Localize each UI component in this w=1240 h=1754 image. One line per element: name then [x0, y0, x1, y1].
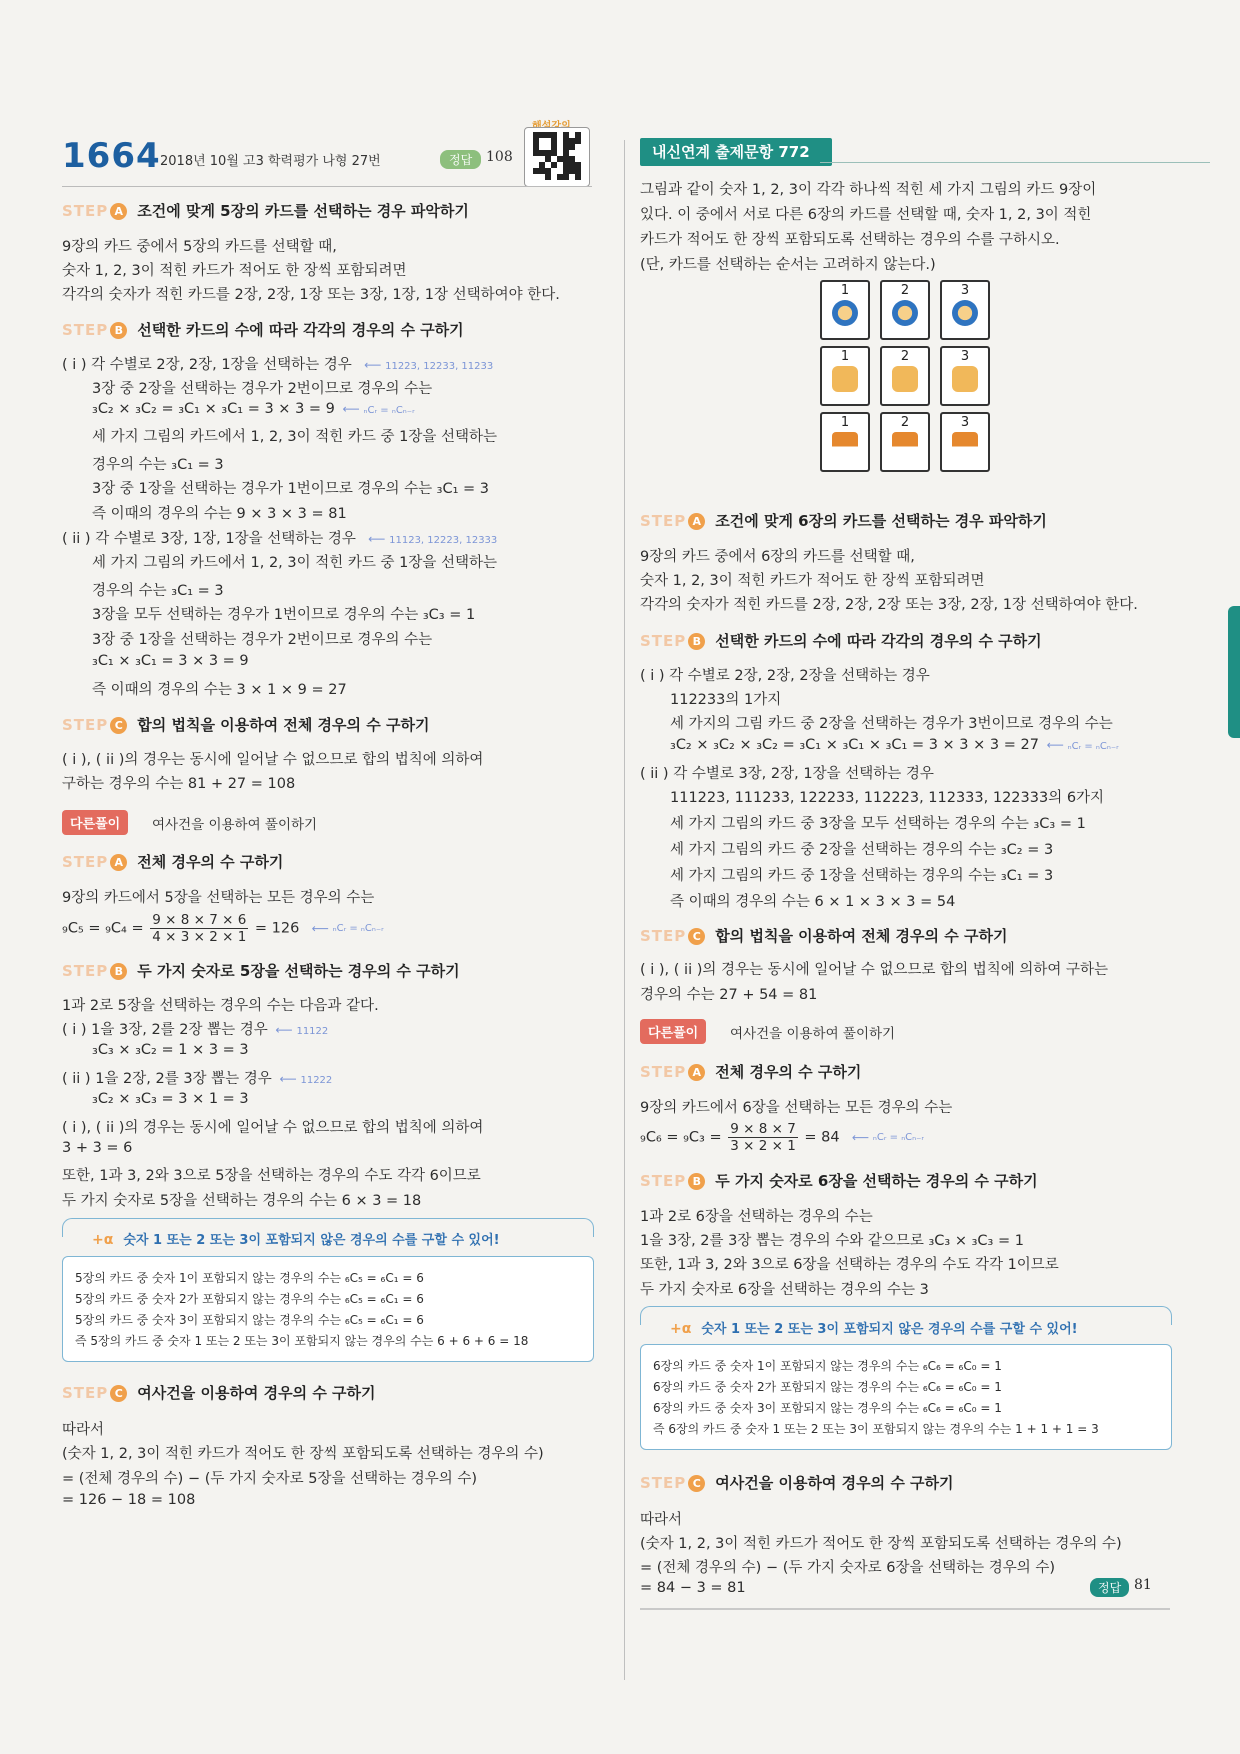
case-ii-line: 3장 중 1장을 선택하는 경우가 2번이므로 경우의 수는: [92, 632, 433, 648]
tiger-card-1: 1: [820, 346, 870, 406]
alt-step-b-line: ₃C₃ × ₃C₂ = 1 × 3 = 3: [92, 1042, 249, 1058]
title-rule: [820, 162, 1210, 163]
alt-step-c-line: (숫자 1, 2, 3이 적힌 카드가 적어도 한 장씩 포함되도록 선택하는 경우의 수): [62, 1446, 544, 1462]
tiger-icon: [832, 366, 858, 392]
problem-line: (단, 카드를 선택하는 순서는 고려하지 않는다.): [640, 257, 936, 273]
case-ii-line: 3장을 모두 선택하는 경우가 1번이므로 경우의 수는 ₃C₃ = 1: [92, 607, 476, 623]
case-line: 즉 이때의 경우의 수는 6 × 1 × 3 × 3 = 54: [670, 894, 956, 910]
case-line: 세 가지 그림의 카드 중 1장을 선택하는 경우의 수는 ₃C₁ = 3: [670, 868, 1054, 884]
alt-step-a-line: 9장의 카드에서 6장을 선택하는 모든 경우의 수는: [640, 1100, 953, 1116]
alt-step-b-line: ( i ), ( ii )의 경우는 동시에 일어날 수 없으므로 합의 법칙에 의하여: [62, 1120, 484, 1136]
alt-step-c-line: 따라서: [640, 1512, 683, 1528]
tiger-card-3: 3: [940, 346, 990, 406]
step-b-heading: STEP B 선택한 카드의 수에 따라 각각의 경우의 수 구하기: [62, 321, 464, 339]
lion-icon: [952, 300, 978, 326]
step-a-line: 각각의 숫자가 적힌 카드를 2장, 2장, 1장 또는 3장, 1장, 1장 선택하여야 한다.: [62, 287, 560, 303]
step-a-heading: STEP A 조건에 맞게 5장의 카드를 선택하는 경우 파악하기: [62, 202, 469, 220]
alt-step-b-line: 1과 2로 6장을 선택하는 경우의 수는: [640, 1209, 873, 1225]
step-a-line: 9장의 카드 중에서 6장의 카드를 선택할 때,: [640, 549, 915, 565]
step-c-heading: STEP C 합의 법칙을 이용하여 전체 경우의 수 구하기: [640, 927, 1008, 945]
alt-step-b-line: ₃C₂ × ₃C₃ = 3 × 1 = 3: [92, 1091, 249, 1107]
footer-rule: [640, 1608, 1170, 1610]
alt-step-c-heading: STEP C 여사건을 이용하여 경우의 수 구하기: [640, 1474, 954, 1492]
alt-step-b-line: ( i ) 1을 3장, 2를 2장 뽑는 경우 ⟵ 11122: [62, 1022, 329, 1038]
answer-value: 108: [486, 149, 513, 165]
case-i-note: 11223, 12233, 11233: [385, 361, 494, 372]
case-line: 112233의 1가지: [670, 692, 782, 708]
case-i-line: 3장 중 2장을 선택하는 경우가 2번이므로 경우의 수는: [92, 381, 433, 397]
fox-card-2: 2: [880, 412, 930, 472]
problem-line: 카드가 적어도 한 장씩 포함되도록 선택하는 경우의 수를 구하시오.: [640, 232, 1060, 248]
case-ii-line: 경우의 수는 ₃C₁ = 3: [92, 583, 224, 599]
answer-value: 81: [1134, 1577, 1152, 1593]
alt-step-a-formula: ₉C₆ = ₉C₃ = $\frac{9 \times 8 \times 7}{3 \times 2 \times 1}$ = 84 ⟵ ₙCᵣ = ₙCₙ₋ᵣ: [640, 1121, 925, 1154]
step-c-heading: STEP C 합의 법칙을 이용하여 전체 경우의 수 구하기: [62, 716, 430, 734]
card-figure: [820, 280, 990, 470]
alt-step-a-heading: STEP A 전체 경우의 수 구하기: [62, 853, 284, 871]
alt-step-a-formula: ₉C₅ = ₉C₄ = $\frac{9 \times 8 \times 7 \times 6}{4 \times 3 \times 2 \times 1}$ = 126 ⟵ ₙCᵣ = ₙCₙ₋ᵣ: [62, 912, 384, 945]
case-i-line: 세 가지 그림의 카드에서 1, 2, 3이 적힌 카드 중 1장을 선택하는: [92, 429, 497, 445]
alt-step-b-line: 1과 2로 5장을 선택하는 경우의 수는 다음과 같다.: [62, 998, 379, 1014]
alt-solution-label: 여사건을 이용하여 풀이하기: [152, 817, 318, 833]
alt-step-b-heading: STEP B 두 가지 숫자로 6장을 선택하는 경우의 수 구하기: [640, 1172, 1038, 1190]
fox-icon: [952, 432, 978, 458]
case-i-line: 3장 중 1장을 선택하는 경우가 1번이므로 경우의 수는 ₃C₁ = 3: [92, 481, 490, 497]
plus-alpha-box: 5장의 카드 중 숫자 1이 포함되지 않는 경우의 수는 ₆C₅ = ₆C₁ = 6 5장의 카드 중 숫자 2가 포함되지 않는 경우의 수는 ₆C₅ = ₆C₁ = 6 5장의 카드 중 숫자 3이 포함되지 않는 경우의 수는 ₆C₅ = ₆C₁ = 6 즉 5장의 카드 중 숫자 1 또는 2 또는 3이 포함되지 않는 경우의 수는 6 + 6 + 6 = 18: [62, 1256, 594, 1362]
step-a-line: 숫자 1, 2, 3이 적힌 카드가 적어도 한 장씩 포함되려면: [62, 263, 407, 279]
alt-step-c-line: = (전체 경우의 수) − (두 가지 숫자로 5장을 선택하는 경우의 수): [62, 1471, 478, 1487]
alt-step-a-line: 9장의 카드에서 5장을 선택하는 모든 경우의 수는: [62, 890, 375, 906]
case-line: ₃C₂ × ₃C₂ × ₃C₂ = ₃C₁ × ₃C₁ × ₃C₁ = 3 × 3 × 3 = 27 ⟵ ₙCᵣ = ₙCₙ₋ᵣ: [670, 737, 1119, 753]
problem-source: 2018년 10월 고3 학력평가 나형 27번: [160, 154, 381, 169]
tiger-card-2: 2: [880, 346, 930, 406]
case-line: 세 가지 그림의 카드 중 3장을 모두 선택하는 경우의 수는 ₃C₃ = 1: [670, 816, 1086, 832]
alt-step-b-line: 두 가지 숫자로 5장을 선택하는 경우의 수는 6 × 3 = 18: [62, 1193, 422, 1209]
case-i-line: ₃C₂ × ₃C₂ = ₃C₁ × ₃C₁ = 3 × 3 = 9 ⟵ ₙCᵣ = ₙCₙ₋ᵣ: [92, 401, 415, 417]
alt-step-c-line: = 126 − 18 = 108: [62, 1492, 196, 1508]
plus-alpha-box: 6장의 카드 중 숫자 1이 포함되지 않는 경우의 수는 ₆C₆ = ₆C₀ = 1 6장의 카드 중 숫자 2가 포함되지 않는 경우의 수는 ₆C₆ = ₆C₀ = 1 6장의 카드 중 숫자 3이 포함되지 않는 경우의 수는 ₆C₆ = ₆C₀ = 1 즉 6장의 카드 중 숫자 1 또는 2 또는 3이 포함되지 않는 경우의 수는 1 + 1 + 1 = 3: [640, 1344, 1172, 1450]
case-i-line: 즉 이때의 경우의 수는 9 × 3 × 3 = 81: [92, 506, 347, 522]
step-a-line: 9장의 카드 중에서 5장의 카드를 선택할 때,: [62, 239, 337, 255]
alt-solution-label: 여사건을 이용하여 풀이하기: [730, 1026, 896, 1042]
step-a-heading: STEP A 조건에 맞게 6장의 카드를 선택하는 경우 파악하기: [640, 512, 1047, 530]
fox-icon: [832, 432, 858, 458]
problem-line: 그림과 같이 숫자 1, 2, 3이 각각 하나씩 적힌 세 가지 그림의 카드 9장이: [640, 182, 1097, 198]
step-c-line: ( i ), ( ii )의 경우는 동시에 일어날 수 없으므로 합의 법칙에 의하여 구하는: [640, 962, 1109, 978]
case-line: ( i ) 각 수별로 2장, 2장, 2장을 선택하는 경우: [640, 668, 930, 684]
case-i-line: 경우의 수는 ₃C₁ = 3: [92, 457, 224, 473]
case-line: ( ii ) 각 수별로 3장, 2장, 1장을 선택하는 경우: [640, 766, 934, 782]
alt-step-c-line: = (전체 경우의 수) − (두 가지 숫자로 6장을 선택하는 경우의 수): [640, 1560, 1056, 1576]
side-tab: [1228, 606, 1240, 738]
lion-card-2: 2: [880, 280, 930, 340]
problem-line: 있다. 이 중에서 서로 다른 6장의 카드를 선택할 때, 숫자 1, 2, 3이 적힌: [640, 207, 1092, 223]
alt-step-b-line: 또한, 1과 3, 2와 3으로 5장을 선택하는 경우의 수도 각각 6이므로: [62, 1168, 481, 1184]
fox-card-1: 1: [820, 412, 870, 472]
alt-step-c-line: = 84 − 3 = 81: [640, 1580, 746, 1596]
case-ii-line: 즉 이때의 경우의 수는 3 × 1 × 9 = 27: [92, 682, 347, 698]
case-ii-line: ₃C₁ × ₃C₁ = 3 × 3 = 9: [92, 653, 249, 669]
case-ii-heading: ( ii ) 각 수별로 3장, 1장, 1장을 선택하는 경우 ⟵ 11123, 12223, 12333: [62, 531, 498, 547]
lion-icon: [832, 300, 858, 326]
header-rule: [62, 186, 592, 187]
qr-code[interactable]: [524, 127, 590, 187]
case-ii-note: 11123, 12223, 12333: [389, 535, 498, 546]
fox-card-3: 3: [940, 412, 990, 472]
step-c-line: 경우의 수는 27 + 54 = 81: [640, 987, 818, 1003]
case-ii-line: 세 가지 그림의 카드에서 1, 2, 3이 적힌 카드 중 1장을 선택하는: [92, 555, 497, 571]
lion-card-1: 1: [820, 280, 870, 340]
column-divider: [624, 140, 625, 1680]
alt-step-c-line: (숫자 1, 2, 3이 적힌 카드가 적어도 한 장씩 포함되도록 선택하는 경우의 수): [640, 1536, 1122, 1552]
alt-step-c-heading: STEP C 여사건을 이용하여 경우의 수 구하기: [62, 1384, 376, 1402]
alt-step-b-line: 두 가지 숫자로 6장을 선택하는 경우의 수는 3: [640, 1282, 929, 1298]
answer-badge: 정답: [1090, 1578, 1129, 1597]
tiger-icon: [892, 366, 918, 392]
case-line: 세 가지의 그림 카드 중 2장을 선택하는 경우가 3번이므로 경우의 수는: [670, 716, 1113, 732]
step-c-line: ( i ), ( ii )의 경우는 동시에 일어날 수 없으므로 합의 법칙에 의하여: [62, 752, 484, 768]
lion-icon: [892, 300, 918, 326]
alt-step-b-line: 또한, 1과 3, 2와 3으로 6장을 선택하는 경우의 수도 각각 1이므로: [640, 1257, 1059, 1273]
step-a-line: 숫자 1, 2, 3이 적힌 카드가 적어도 한 장씩 포함되려면: [640, 573, 985, 589]
case-line: 111223, 111233, 122233, 112223, 112333, 122333의 6가지: [670, 790, 1105, 806]
fox-icon: [892, 432, 918, 458]
alt-step-c-line: 따라서: [62, 1422, 105, 1438]
problem-number: 1664: [62, 136, 161, 176]
plus-alpha-title: +α 숫자 1 또는 2 또는 3이 포함되지 않은 경우의 수를 구할 수 있어!: [670, 1321, 1078, 1337]
case-line: 세 가지 그림의 카드 중 2장을 선택하는 경우의 수는 ₃C₂ = 3: [670, 842, 1054, 858]
alt-step-b-line: ( ii ) 1을 2장, 2를 3장 뽑는 경우 ⟵ 11222: [62, 1071, 333, 1087]
alt-step-a-heading: STEP A 전체 경우의 수 구하기: [640, 1063, 862, 1081]
case-i-heading: ( i ) 각 수별로 2장, 2장, 1장을 선택하는 경우 ⟵ 11223, 12233, 11233: [62, 357, 494, 373]
alt-step-b-heading: STEP B 두 가지 숫자로 5장을 선택하는 경우의 수 구하기: [62, 962, 460, 980]
step-c-line: 구하는 경우의 수는 81 + 27 = 108: [62, 776, 296, 792]
alt-solution-badge: 다른풀이: [62, 810, 128, 835]
answer-badge: 정답: [440, 150, 481, 169]
step-a-line: 각각의 숫자가 적힌 카드를 2장, 2장, 2장 또는 3장, 2장, 1장 선택하여야 한다.: [640, 597, 1138, 613]
qr-code-pattern: [533, 132, 581, 180]
alt-solution-badge: 다른풀이: [640, 1019, 706, 1044]
tiger-icon: [952, 366, 978, 392]
step-b-heading: STEP B 선택한 카드의 수에 따라 각각의 경우의 수 구하기: [640, 632, 1042, 650]
alt-step-b-line: 3 + 3 = 6: [62, 1140, 133, 1156]
alt-step-b-line: 1을 3장, 2를 3장 뽑는 경우의 수와 같으므로 ₃C₃ × ₃C₃ = 1: [640, 1233, 1024, 1249]
lion-card-3: 3: [940, 280, 990, 340]
linked-problem-title: 내신연계 출제문항 772: [640, 138, 832, 166]
plus-alpha-title: +α 숫자 1 또는 2 또는 3이 포함되지 않은 경우의 수를 구할 수 있어!: [92, 1232, 500, 1248]
